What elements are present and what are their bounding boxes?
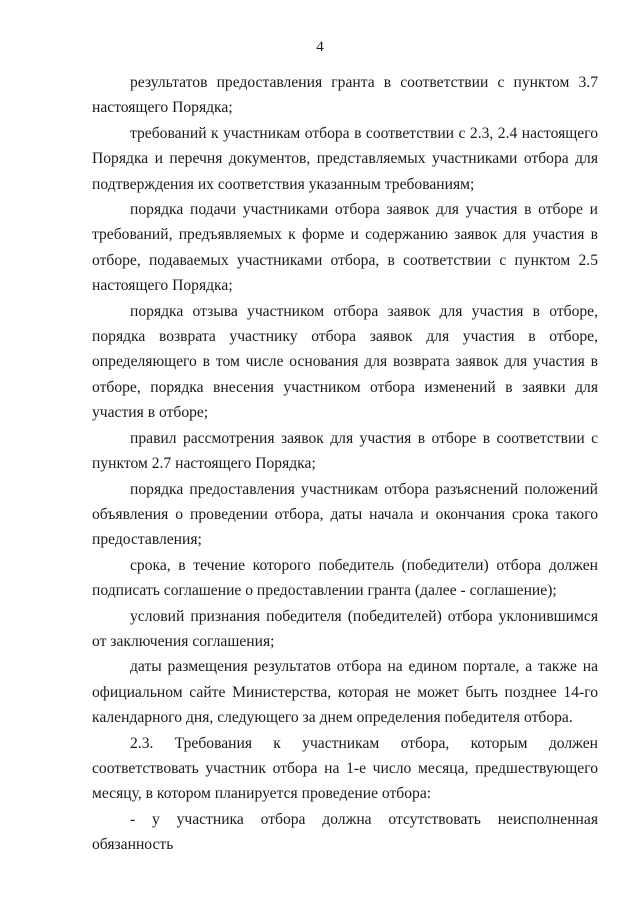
- paragraph: правил рассмотрения заявок для участия в отборе в соответствии с пунктом 2.7 настоящего Порядка;: [92, 429, 598, 473]
- page-number: 4: [316, 39, 324, 55]
- paragraph: - у участника отбора должна отсутствовать неисполненная обязанность: [92, 810, 598, 854]
- paragraph: порядка отзыва участником отбора заявок для участия в отборе, порядка возврата участнику отбора заявок для участия в отборе, определяющего в том числе основания для возврата заявок для участия в отборе, порядка внесения участником отбора изменений в заявки для участия в отборе;: [92, 302, 598, 422]
- document-body: [92, 70, 598, 858]
- paragraph: даты размещения результатов отбора на едином портале, а также на официальном сайте Министерства, которая не может быть позднее 14-го календарного дня, следующего за днем определения победителя отбора.: [92, 658, 598, 727]
- paragraph: порядка предоставления участникам отбора разъяснений положений объявления о проведении отбора, даты начала и окончания срока такого предоставления;: [92, 480, 598, 549]
- paragraph: результатов предоставления гранта в соответствии с пунктом 3.7 настоящего Порядка;: [92, 74, 598, 117]
- section-paragraph: 2.3. Требования к участникам отбора, которым должен соответствовать участник отбора на 1-е число месяца, предшествующего месяцу, в котором планируется проведение отбора:: [92, 734, 598, 803]
- paragraph: срока, в течение которого победитель (победители) отбора должен подписать соглашение о предоставлении гранта (далее - соглашение);: [92, 556, 598, 600]
- paragraph: условий признания победителя (победителей) отбора уклонившимся от заключения соглашения;: [92, 607, 598, 650]
- paragraph: требований к участникам отбора в соответствии с 2.3, 2.4 настоящего Порядка и перечня документов, представляемых участниками отбора для подтверждения их соответствия указанным требованиям;: [92, 124, 598, 193]
- paragraph: порядка подачи участниками отбора заявок для участия в отборе и требований, предъявляемых к форме и содержанию заявок для участия в отборе, подаваемых участниками отбора, в соответствии с пунктом 2.5 настоящего Порядка;: [92, 201, 598, 295]
